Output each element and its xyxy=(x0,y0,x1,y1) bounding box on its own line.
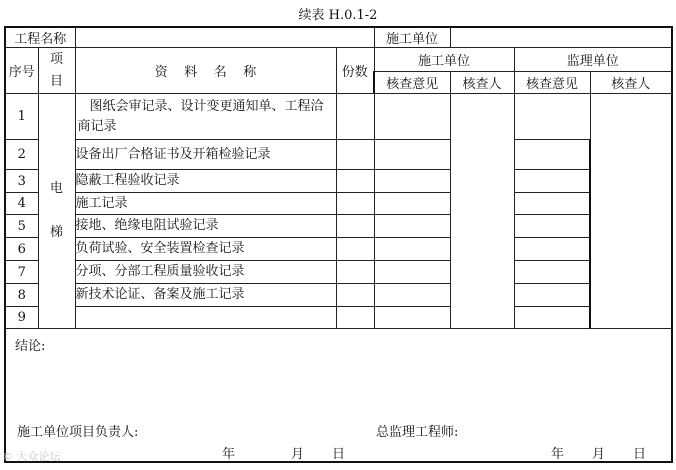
item-header-text: 项目 xyxy=(49,51,63,89)
table-row xyxy=(5,261,672,284)
supervisor-date xyxy=(551,443,646,462)
row-number: 3 xyxy=(5,170,38,193)
construction-manager-label: 施工单位项目负责人: xyxy=(17,425,139,440)
copies-cell[interactable] xyxy=(336,307,374,329)
date-month: 月 xyxy=(291,447,305,462)
row-number: 6 xyxy=(5,238,38,261)
supervision-opinion-cell[interactable] xyxy=(514,94,590,140)
chief-supervisor-label: 总监理工程师: xyxy=(376,425,459,440)
construction-review-opinion-header: 核查意见 xyxy=(374,72,450,94)
supervision-opinion-cell[interactable] xyxy=(514,215,590,238)
copies-cell[interactable] xyxy=(336,284,374,307)
doc-name-header: 资 料 名 称 xyxy=(75,48,336,94)
document-name: 分项、分部工程质量验收记录 xyxy=(75,261,336,284)
construction-unit-label: 施工单位 xyxy=(374,27,450,48)
construction-reviewer-header: 核查人 xyxy=(450,72,514,94)
construction-unit-field[interactable] xyxy=(450,27,672,48)
table-row xyxy=(5,215,672,238)
seq-header: 序号 xyxy=(5,48,38,94)
construction-reviewer-cell[interactable] xyxy=(450,94,514,329)
supervision-reviewer-header: 核查人 xyxy=(590,72,672,94)
copies-cell[interactable] xyxy=(336,193,374,215)
column-header-row-1 xyxy=(5,48,672,72)
item-header xyxy=(38,48,75,94)
table-row xyxy=(5,193,672,215)
conclusion-row xyxy=(5,329,672,463)
construction-group-header: 施工单位 xyxy=(374,48,514,72)
conclusion-block xyxy=(6,329,671,461)
inspection-form-table xyxy=(4,26,673,463)
project-name-label: 工程名称 xyxy=(5,27,75,48)
row-number: 5 xyxy=(5,215,38,238)
row-number: 1 xyxy=(5,94,38,140)
construction-opinion-cell[interactable] xyxy=(374,307,450,329)
document-name: 负荷试验、安全装置检查记录 xyxy=(75,238,336,261)
construction-opinion-cell[interactable] xyxy=(374,193,450,215)
construction-opinion-cell[interactable] xyxy=(374,140,450,170)
supervision-opinion-cell[interactable] xyxy=(514,170,590,193)
table-row xyxy=(5,238,672,261)
copies-cell[interactable] xyxy=(336,170,374,193)
supervision-opinion-cell[interactable] xyxy=(514,140,590,170)
watermark-logo: © 大众论坛 xyxy=(2,450,61,463)
document-name: 施工记录 xyxy=(75,193,336,215)
category-label: 电梯 xyxy=(49,181,63,240)
copies-header: 份数 xyxy=(336,48,374,94)
document-name: 新技术论证、备案及施工记录 xyxy=(75,284,336,307)
document-name: 隐蔽工程验收记录 xyxy=(75,170,336,193)
supervision-opinion-cell[interactable] xyxy=(514,238,590,261)
construction-date xyxy=(222,443,345,462)
supervision-reviewer-cell[interactable] xyxy=(590,94,672,329)
document-name xyxy=(75,307,336,329)
construction-opinion-cell[interactable] xyxy=(374,94,450,140)
supervision-opinion-cell[interactable] xyxy=(514,193,590,215)
construction-opinion-cell[interactable] xyxy=(374,170,450,193)
document-name: 设备出厂合格证书及开箱检验记录 xyxy=(75,140,336,170)
table-row xyxy=(5,140,672,170)
table-caption: 续表 H.0.1-2 xyxy=(298,8,378,23)
conclusion-cell[interactable] xyxy=(5,329,672,463)
table-row xyxy=(5,170,672,193)
table-row xyxy=(5,94,672,140)
supervision-opinion-cell[interactable] xyxy=(514,284,590,307)
copies-cell[interactable] xyxy=(336,261,374,284)
conclusion-label: 结论: xyxy=(15,339,46,354)
copies-cell[interactable] xyxy=(336,140,374,170)
table-row xyxy=(5,307,672,329)
document-name: 接地、绝缘电阻试验记录 xyxy=(75,215,336,238)
row-number: 8 xyxy=(5,284,38,307)
construction-opinion-cell[interactable] xyxy=(374,261,450,284)
document-name: 图纸会审记录、设计变更通知单、工程洽商记录 xyxy=(75,94,336,140)
copies-cell[interactable] xyxy=(336,215,374,238)
project-name-field[interactable] xyxy=(75,27,374,48)
date-year: 年 xyxy=(551,447,565,462)
supervision-review-opinion-header: 核查意见 xyxy=(514,72,590,94)
supervision-group-header: 监理单位 xyxy=(514,48,672,72)
date-day: 日 xyxy=(633,447,647,462)
copies-cell[interactable] xyxy=(336,94,374,140)
construction-opinion-cell[interactable] xyxy=(374,284,450,307)
row-number: 4 xyxy=(5,193,38,215)
copies-cell[interactable] xyxy=(336,238,374,261)
category-cell xyxy=(38,94,75,329)
row-number: 9 xyxy=(5,307,38,329)
row-number: 2 xyxy=(5,140,38,170)
project-header-row xyxy=(5,27,672,48)
date-month: 月 xyxy=(592,447,606,462)
supervision-opinion-cell[interactable] xyxy=(514,307,590,329)
construction-opinion-cell[interactable] xyxy=(374,215,450,238)
supervision-opinion-cell[interactable] xyxy=(514,261,590,284)
date-day: 日 xyxy=(332,447,346,462)
table-row xyxy=(5,284,672,307)
date-year: 年 xyxy=(222,447,236,462)
construction-opinion-cell[interactable] xyxy=(374,238,450,261)
row-number: 7 xyxy=(5,261,38,284)
